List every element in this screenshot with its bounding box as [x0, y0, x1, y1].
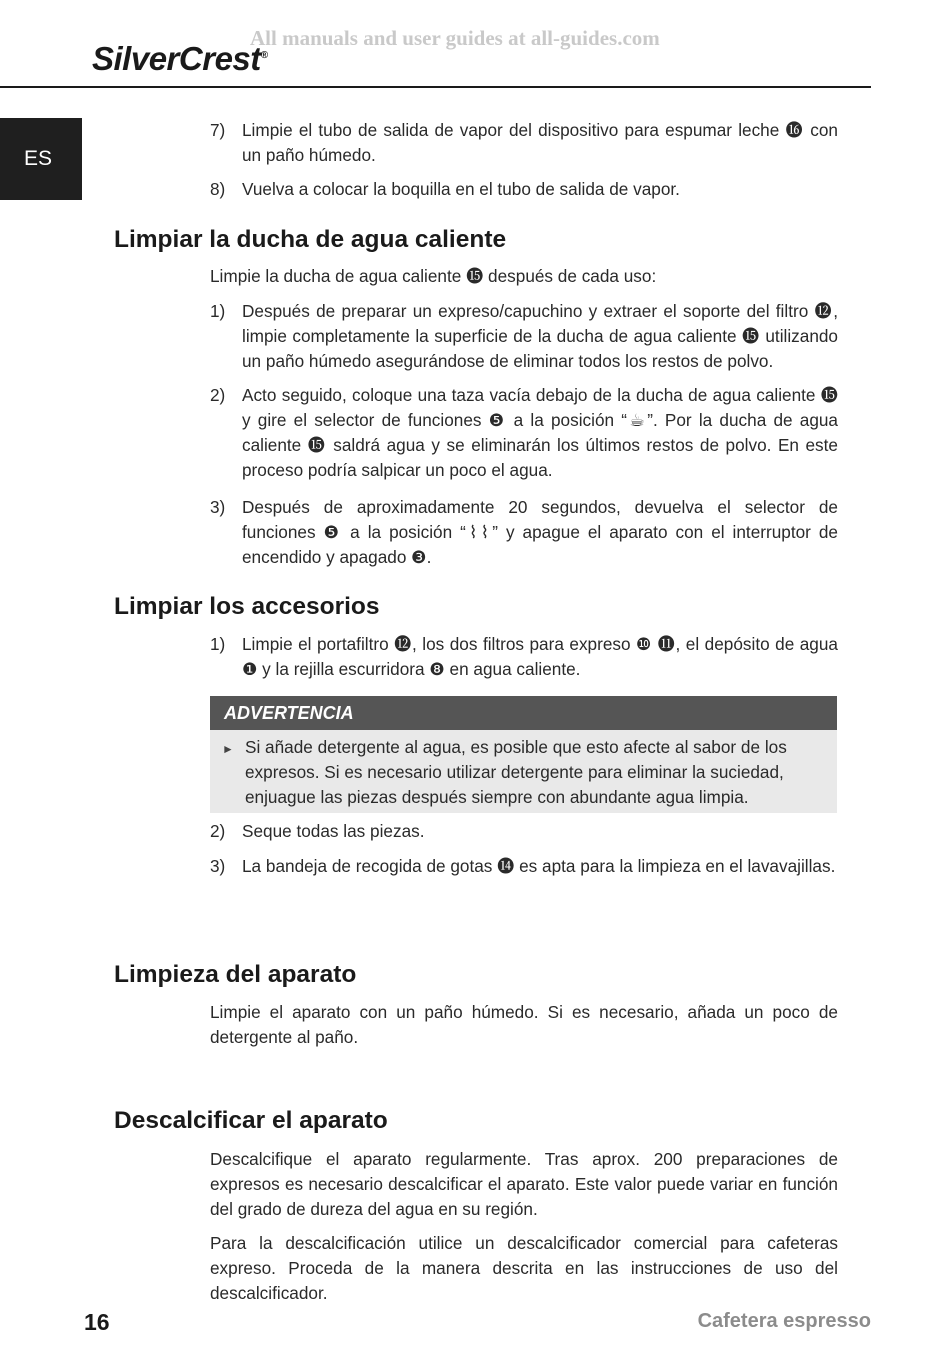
logo-text: SilverCrest [92, 40, 261, 77]
item-text: Seque todas las piezas. [242, 821, 425, 841]
footer-title: Cafetera espresso [697, 1310, 871, 1332]
section-heading: Descalcificar el aparato [114, 1107, 388, 1134]
section-intro: Limpie la ducha de agua caliente ⓯ después de cada uso: [210, 266, 657, 286]
language-code: ES [23, 147, 52, 170]
section-heading: Limpiar la ducha de agua caliente [114, 226, 507, 253]
item-number: 8) [210, 179, 226, 199]
section-paragraph: Para la descalcificación utilice un descalcificador comercial para cafeteras expreso. Proceda de la manera descrita en las instrucciones de uso del descalcificador. [210, 1233, 838, 1303]
registered-mark: ® [260, 50, 268, 61]
warning-body [210, 730, 837, 810]
header-divider [0, 86, 871, 88]
item-number: 3) [210, 856, 226, 876]
item-text: Limpie el portafiltro ⓬, los dos filtros para expreso ❿ ⓫, el depósito de agua ❶ y la rejilla escurridora ❽ en agua caliente. [242, 634, 838, 679]
list-item [210, 383, 838, 483]
item-number: 1) [210, 634, 226, 654]
item-text: Después de preparar un expreso/capuchino y extraer el soporte del filtro ⓬, limpie completamente la superficie de la ducha de agua caliente ⓯ utilizando un paño húmedo asegurándose de eliminar todos los restos de polvo. [242, 301, 838, 371]
list-item [210, 819, 838, 844]
page-number: 16 [84, 1309, 110, 1335]
brand-logo [92, 40, 268, 78]
section-paragraph: Descalcifique el aparato regularmente. Tras aprox. 200 preparaciones de expresos es necesario descalcificar el aparato. Este valor puede variar en función del grado de dureza del agua en su región. [210, 1149, 838, 1219]
item-number: 1) [210, 301, 226, 321]
item-number: 2) [210, 385, 226, 405]
item-number: 2) [210, 821, 226, 841]
section-paragraph: Limpie el aparato con un paño húmedo. Si es necesario, añada un poco de detergente al paño. [210, 1002, 838, 1047]
watermark: All manuals and user guides at all-guides.com [250, 26, 660, 50]
item-text: Acto seguido, coloque una taza vacía debajo de la ducha de agua caliente ⓯ y gire el selector de funciones ❺ a la posición “☕”. Por la ducha de agua caliente ⓯ saldrá agua y se eliminarán los últimos restos de polvo. En este proceso podría salpicar un poco el agua. [242, 385, 838, 480]
item-text: Vuelva a colocar la boquilla en el tubo de salida de vapor. [242, 179, 680, 199]
warning-title: ADVERTENCIA [210, 696, 837, 730]
list-item [210, 495, 838, 570]
warning-box [210, 696, 837, 813]
arrow-right-icon: ► [222, 742, 234, 756]
item-number: 7) [210, 120, 226, 140]
item-text: Después de aproximadamente 20 segundos, devuelva el selector de funciones ❺ a la posición “⌇⌇” y apague el aparato con el interruptor de encendido y apagado ❸. [242, 497, 838, 567]
item-text: Limpie el tubo de salida de vapor del dispositivo para espumar leche ⓰ con un paño húmedo. [242, 120, 838, 165]
list-item [210, 118, 838, 168]
section-heading: Limpiar los accesorios [114, 593, 380, 620]
list-item [210, 854, 838, 879]
section-heading: Limpieza del aparato [114, 961, 357, 988]
list-item [210, 632, 838, 682]
item-text: La bandeja de recogida de gotas ⓮ es apta para la limpieza en el lavavajillas. [242, 856, 836, 876]
item-number: 3) [210, 497, 226, 517]
warning-text: Si añade detergente al agua, es posible que esto afecte al sabor de los expresos. Si es necesario utilizar detergente para eliminar la suciedad, enjuague las piezas después siempre con abundante agua limpia. [245, 737, 787, 807]
list-item [210, 299, 838, 374]
language-tab [0, 118, 82, 200]
list-item [210, 177, 838, 202]
